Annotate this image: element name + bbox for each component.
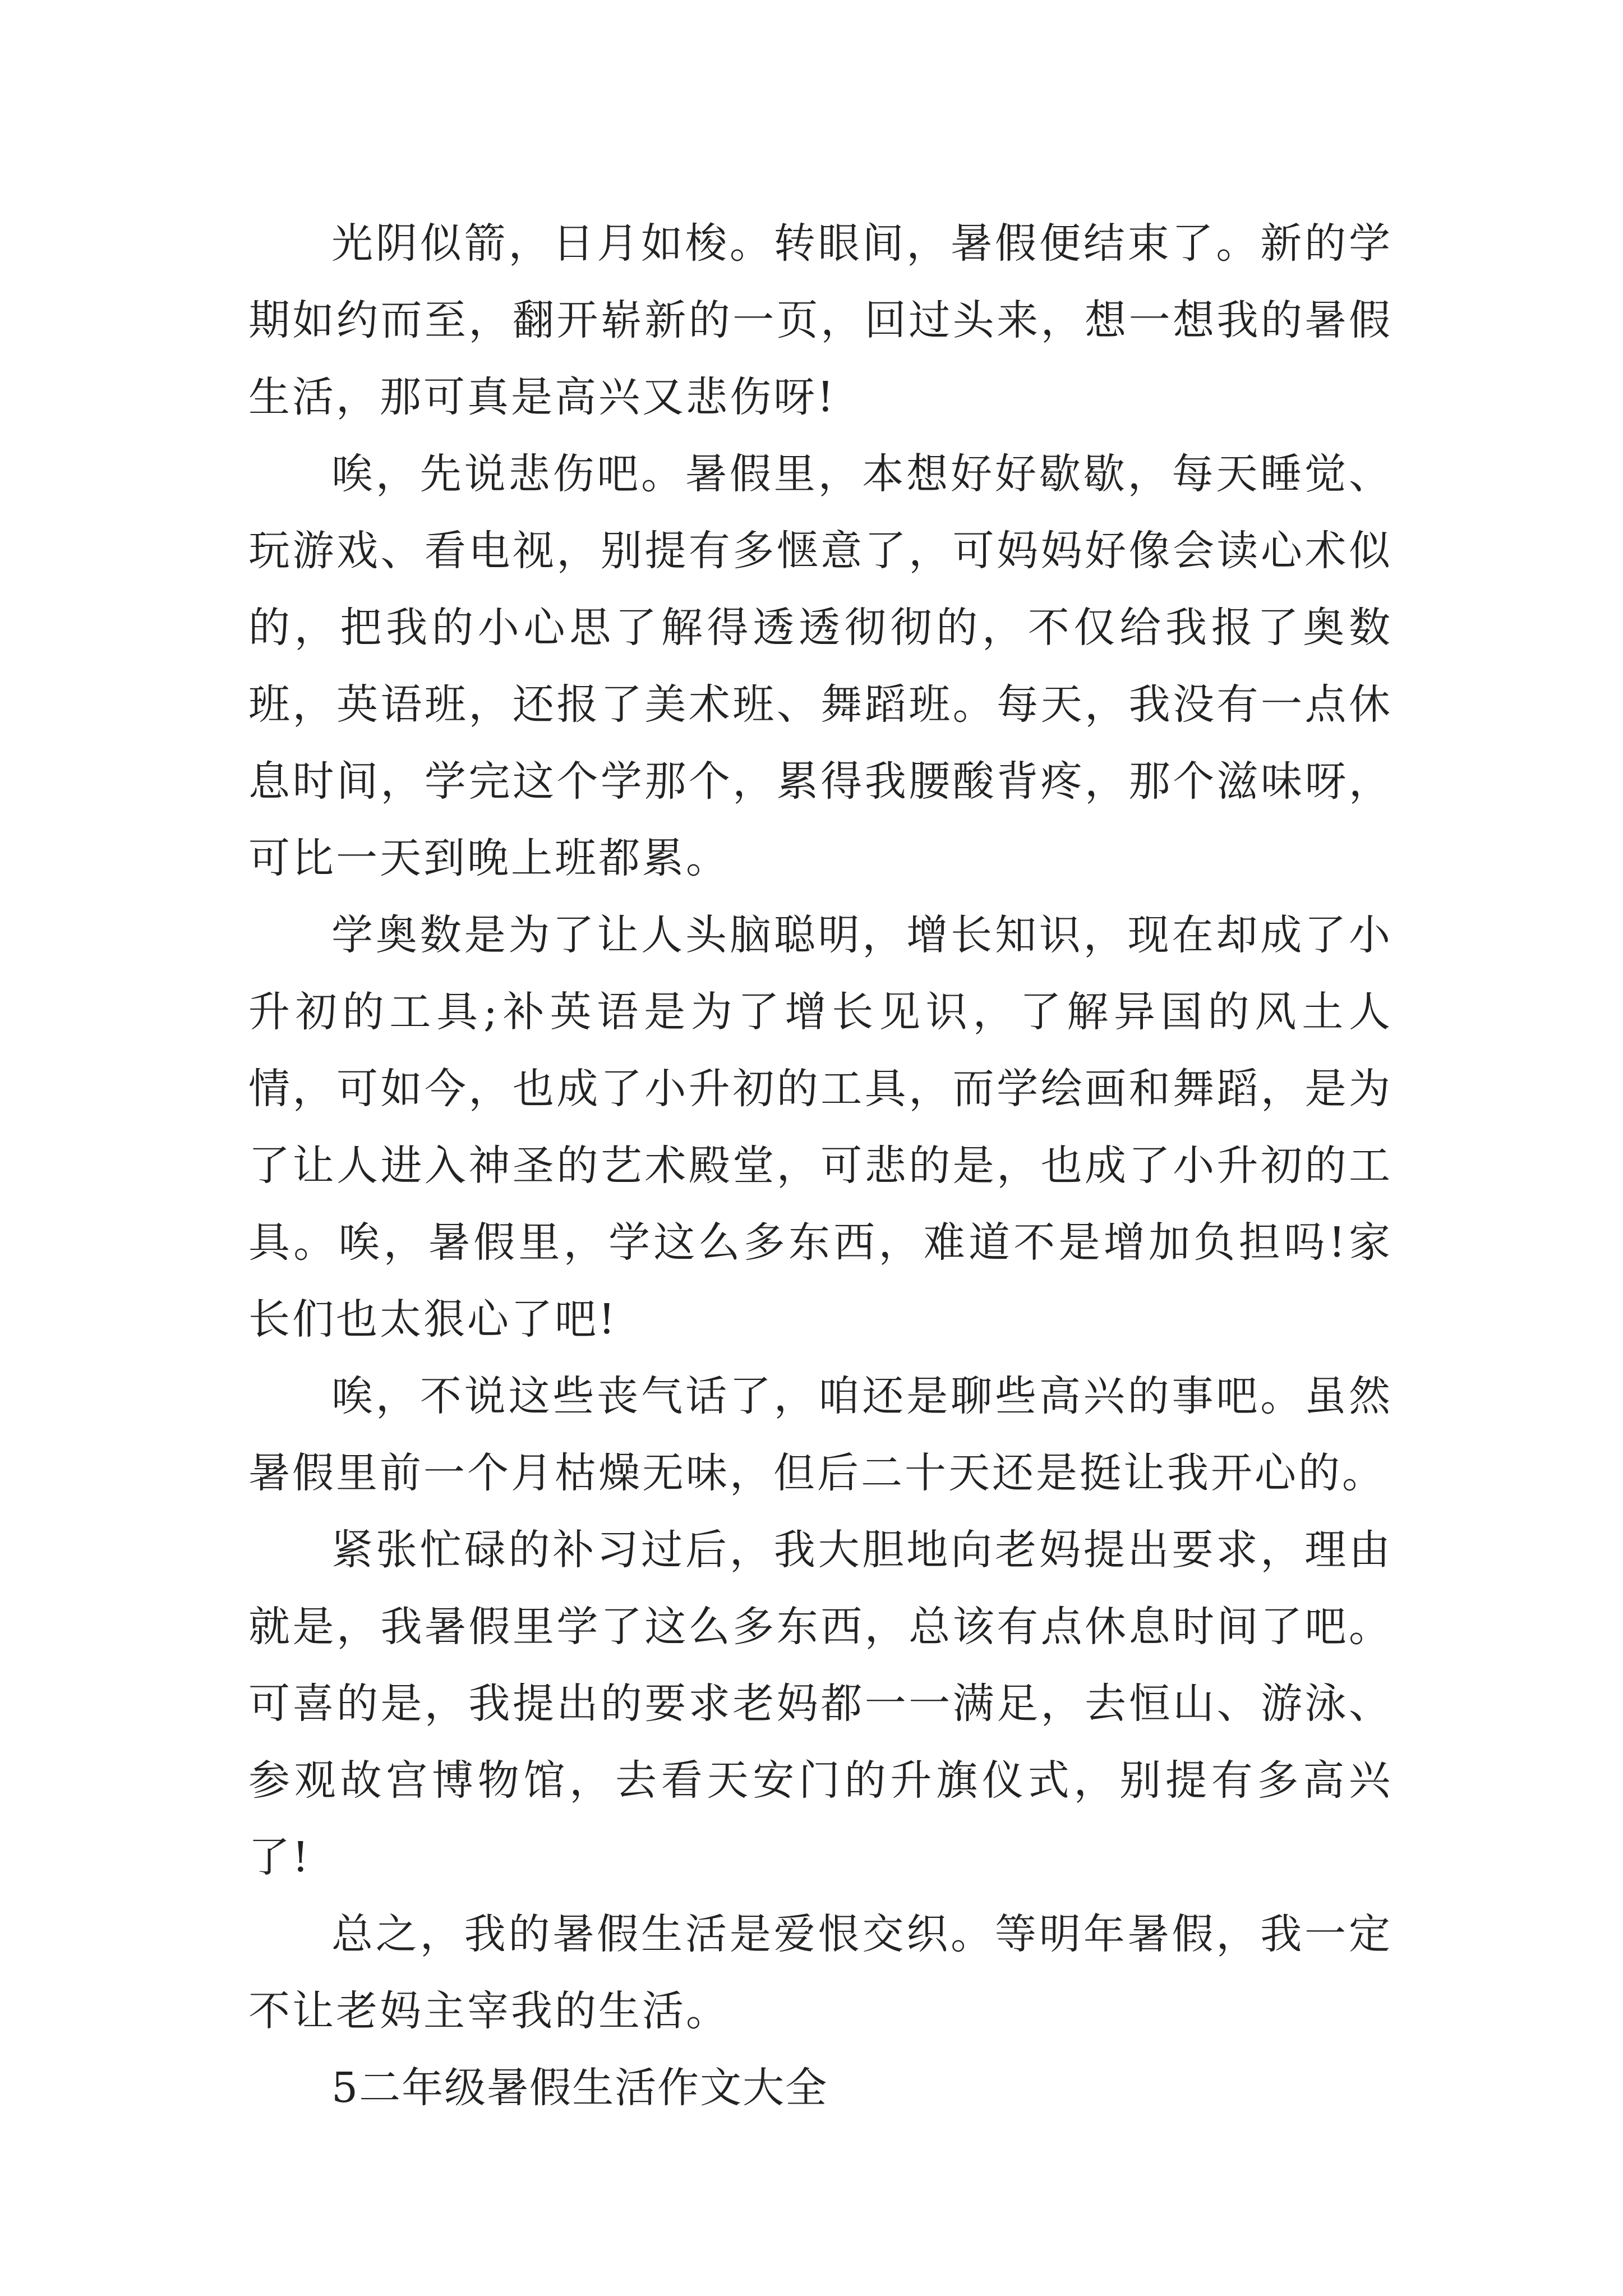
paragraph-4: 唉，不说这些丧气话了，咱还是聊些高兴的事吧。虽然暑假里前一个月枯燥无味，但后二十天还是挺让我开心的。 (248, 1372, 1393, 1497)
paragraph-5: 紧张忙碌的补习过后，我大胆地向老妈提出要求，理由就是，我暑假里学了这么多东西，总该有点休息时间了吧。可喜的是，我提出的要求老妈都一一满足，去恒山、游泳、参观故宫博物馆，去看天安门的升旗仪式，别提有多高兴了! (248, 1526, 1393, 1881)
paragraph-6: 总之，我的暑假生活是爱恨交织。等明年暑假，我一定不让老妈主宰我的生活。 (248, 1910, 1393, 2035)
section-heading: 5二年级暑假生活作文大全 (331, 2064, 828, 2112)
document-body (248, 205, 1393, 2127)
paragraph-1: 光阴似箭，日月如梭。转眼间，暑假便结束了。新的学期如约而至，翻开崭新的一页，回过头来，想一想我的暑假生活，那可真是高兴又悲伤呀! (248, 219, 1393, 421)
paragraph-2: 唉，先说悲伤吧。暑假里，本想好好歇歇，每天睡觉、玩游戏、看电视，别提有多惬意了，可妈妈好像会读心术似的，把我的小心思了解得透透彻彻的，不仅给我报了奥数班，英语班，还报了美术班、舞蹈班。每天，我没有一点休息时间，学完这个学那个，累得我腰酸背疼，那个滋味呀，可比一天到晚上班都累。 (248, 450, 1393, 882)
paragraph-3: 学奥数是为了让人头脑聪明，增长知识，现在却成了小升初的工具;补英语是为了增长见识，了解异国的风土人情，可如今，也成了小升初的工具，而学绘画和舞蹈，是为了让人进入神圣的艺术殿堂，可悲的是，也成了小升初的工具。唉，暑假里，学这么多东西，难道不是增加负担吗!家长们也太狠心了吧! (248, 911, 1393, 1343)
